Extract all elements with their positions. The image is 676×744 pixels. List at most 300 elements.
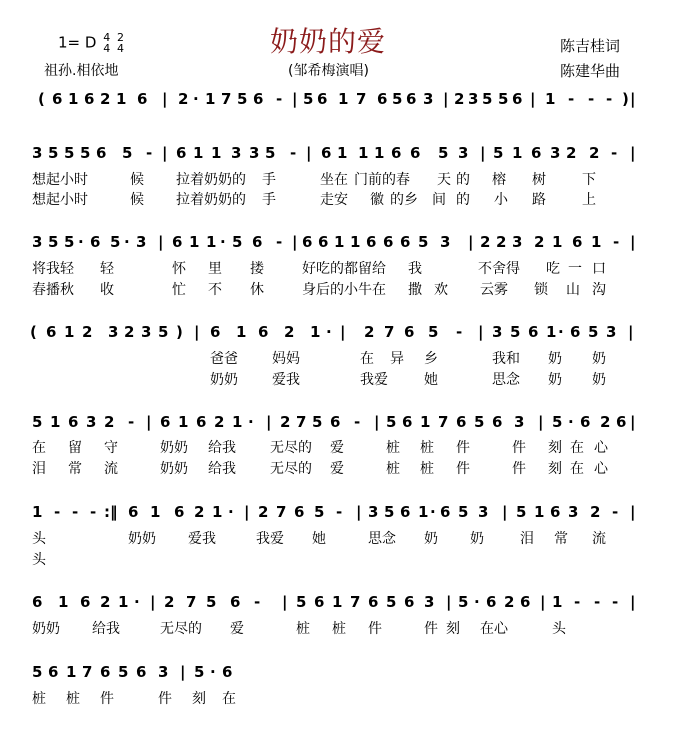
lyric-text: 无尽的 xyxy=(270,440,312,456)
note: 5 xyxy=(314,503,325,521)
lyric-text: 在 xyxy=(222,691,236,707)
note: · xyxy=(558,323,564,341)
subtitle: 祖孙.相依地 xyxy=(44,63,119,79)
lyric-text: 爸爸 xyxy=(210,351,238,367)
note: 6 xyxy=(258,323,269,341)
singer-credit: (邹希梅演唱) xyxy=(288,63,369,79)
lyric-text: 在 xyxy=(32,440,46,456)
note: 1 xyxy=(205,90,216,108)
note: 3 xyxy=(492,323,503,341)
note: 2 xyxy=(100,90,111,108)
time-a-bottom: 4 xyxy=(103,42,111,55)
note: 3 xyxy=(424,593,435,611)
note: 3 xyxy=(249,144,260,162)
lyric-text: 山 xyxy=(566,282,580,298)
lyric-text: 常 xyxy=(68,461,82,477)
lyric-text: 拉着奶奶的 xyxy=(176,192,246,208)
lyric-text: 候 xyxy=(130,192,144,208)
lyric-text: 休 xyxy=(250,282,264,298)
lyric-text: 榕 xyxy=(492,172,506,188)
lyric-text: 路 xyxy=(532,192,546,208)
note: 7 xyxy=(186,593,197,611)
note: 2 xyxy=(504,593,515,611)
note: 3 xyxy=(158,663,169,681)
lyric-text: 怀 xyxy=(172,261,186,277)
lyric-text: 奶 xyxy=(424,531,438,547)
note: 1 xyxy=(236,323,247,341)
lyric-text: 树 xyxy=(532,172,546,188)
note: 6 xyxy=(46,323,57,341)
note: 2 xyxy=(566,144,577,162)
note: 5 xyxy=(32,413,43,431)
lyric-text: 爱 xyxy=(330,440,344,456)
note: 6 xyxy=(100,663,111,681)
note: 5 xyxy=(458,503,469,521)
lyric-text: 妈妈 xyxy=(272,351,300,367)
lyric-text: 好吃的都留给 xyxy=(302,261,386,277)
note: 7 xyxy=(276,503,287,521)
note: 2 xyxy=(534,233,545,251)
note: 6 xyxy=(210,323,221,341)
barline: ‖ xyxy=(110,503,118,521)
note: 1 xyxy=(418,503,429,521)
note: 5 xyxy=(122,144,133,162)
note: 2 xyxy=(214,413,225,431)
note: 2 xyxy=(164,593,175,611)
note: 5 xyxy=(438,144,449,162)
note: 3 xyxy=(423,90,434,108)
lyric-text: 身后的小牛在 xyxy=(302,282,386,298)
note: 3 xyxy=(514,413,525,431)
lyric-text: 桩 xyxy=(332,621,346,637)
lyric-text: 在心 xyxy=(480,621,508,637)
note: 5 xyxy=(296,593,307,611)
note: 5 xyxy=(510,323,521,341)
note: 1 xyxy=(337,144,348,162)
lyric-text: 欢 xyxy=(434,282,448,298)
lyric-text: 刻 xyxy=(548,440,562,456)
barline: | xyxy=(292,233,298,251)
note: 7 xyxy=(82,663,93,681)
barline: | xyxy=(630,144,636,162)
note: 6 xyxy=(160,413,171,431)
note: 3 xyxy=(550,144,561,162)
note: 5 xyxy=(498,90,509,108)
note: 1 xyxy=(50,413,61,431)
note: 6 xyxy=(253,90,264,108)
note: 1 xyxy=(350,233,361,251)
lyric-text: 的乡 xyxy=(390,192,418,208)
note: 6 xyxy=(128,503,139,521)
note: 6 xyxy=(176,144,187,162)
note: 6 xyxy=(330,413,341,431)
note: 5 xyxy=(386,413,397,431)
note: 3 xyxy=(368,503,379,521)
note: - xyxy=(276,233,283,251)
lyric-text: 桩 xyxy=(420,461,434,477)
note: 3 xyxy=(478,503,489,521)
note: 5 xyxy=(118,663,129,681)
note: 6 xyxy=(402,413,413,431)
note: 1 xyxy=(374,144,385,162)
note: 1 xyxy=(66,663,77,681)
lyric-text: 不 xyxy=(208,282,222,298)
lyric-text: 无尽的 xyxy=(270,461,312,477)
note: 6 xyxy=(68,413,79,431)
note: 1 xyxy=(552,593,563,611)
note: 6 xyxy=(456,413,467,431)
note: 2 xyxy=(496,233,507,251)
lyric-text: 奶奶 xyxy=(210,372,238,388)
note: 6 xyxy=(572,233,583,251)
barline: | xyxy=(630,90,636,108)
note: 7 xyxy=(438,413,449,431)
lyric-text: 在 xyxy=(570,440,584,456)
note: 2 xyxy=(178,90,189,108)
note: 2 xyxy=(454,90,465,108)
note: 6 xyxy=(96,144,107,162)
note: 6 xyxy=(377,90,388,108)
note: 5 xyxy=(312,413,323,431)
lyric-text: 给我 xyxy=(208,440,236,456)
barline: | xyxy=(468,233,474,251)
lyric-text: 小 xyxy=(494,192,508,208)
note: - xyxy=(128,413,135,431)
lyric-text: 留 xyxy=(68,440,82,456)
lyric-text: 头 xyxy=(32,552,46,568)
note: 6 xyxy=(440,503,451,521)
note: 5 xyxy=(194,663,205,681)
note: - xyxy=(290,144,297,162)
barline: | xyxy=(374,413,380,431)
note: - xyxy=(146,144,153,162)
note: 2 xyxy=(82,323,93,341)
note: 3 xyxy=(568,503,579,521)
barline: | xyxy=(282,593,288,611)
note: 1 xyxy=(206,233,217,251)
lyric-text: 在 xyxy=(360,351,374,367)
note: · xyxy=(248,413,254,431)
note: 1 xyxy=(118,593,129,611)
note: · xyxy=(220,233,226,251)
note: 6 xyxy=(410,144,421,162)
lyric-text: 徽 xyxy=(370,192,384,208)
lyric-text: 泪 xyxy=(520,531,534,547)
note: 1 xyxy=(420,413,431,431)
note: 6 xyxy=(492,413,503,431)
note: 6 xyxy=(391,144,402,162)
note: · xyxy=(326,323,332,341)
lyric-text: 爱 xyxy=(330,461,344,477)
note: 5 xyxy=(588,323,599,341)
lyric-text: 爱 xyxy=(230,621,244,637)
note: 3 xyxy=(440,233,451,251)
note: 5 xyxy=(64,233,75,251)
note: 2 xyxy=(258,503,269,521)
note: - xyxy=(606,90,613,108)
note: 1 xyxy=(358,144,369,162)
barline: | xyxy=(630,593,636,611)
barline: | xyxy=(630,503,636,521)
note: 6 xyxy=(520,593,531,611)
note: · xyxy=(228,503,234,521)
lyric-text: 收 xyxy=(100,282,114,298)
barline: | xyxy=(630,233,636,251)
lyric-text: 她 xyxy=(312,531,326,547)
note: 1 xyxy=(552,233,563,251)
note: 1 xyxy=(189,233,200,251)
note: 5 xyxy=(237,90,248,108)
note: 1 xyxy=(150,503,161,521)
note: 1 xyxy=(232,413,243,431)
note: 5 xyxy=(552,413,563,431)
lyric-text: 心 xyxy=(594,440,608,456)
note: 6 xyxy=(400,503,411,521)
note: 6 xyxy=(314,593,325,611)
lyric-text: 手 xyxy=(262,172,276,188)
note: - xyxy=(354,413,361,431)
note: 5 xyxy=(392,90,403,108)
note: 6 xyxy=(32,593,43,611)
note: 2 xyxy=(280,413,291,431)
note: 2 xyxy=(600,413,611,431)
note: 6 xyxy=(368,593,379,611)
note: 5 xyxy=(48,144,59,162)
lyric-text: 的 xyxy=(456,192,470,208)
note: - xyxy=(612,593,619,611)
note: 6 xyxy=(48,663,59,681)
barline: | xyxy=(162,90,168,108)
lyric-text: 想起小时 xyxy=(32,192,88,208)
lyric-text: 口 xyxy=(592,261,606,277)
note: 5 xyxy=(384,503,395,521)
note: 5 xyxy=(482,90,493,108)
lyric-text: 我爱 xyxy=(360,372,388,388)
barline: | xyxy=(443,90,449,108)
score-row xyxy=(30,593,635,637)
score-row xyxy=(30,663,630,707)
barline: | xyxy=(356,503,362,521)
note: - xyxy=(72,503,79,521)
lyric-text: 刻 xyxy=(192,691,206,707)
lyric-text: 奶 xyxy=(548,351,562,367)
score-row xyxy=(30,90,635,110)
lyric-text: 云雾 xyxy=(480,282,508,298)
note: 6 xyxy=(174,503,185,521)
note: 1 xyxy=(310,323,321,341)
note: - xyxy=(276,90,283,108)
note: 7 xyxy=(221,90,232,108)
note: 1 xyxy=(545,90,556,108)
lyric-text: 件 xyxy=(368,621,382,637)
note: 3 xyxy=(108,323,119,341)
note: 1 xyxy=(338,90,349,108)
note: 5 xyxy=(386,593,397,611)
note: - xyxy=(456,323,463,341)
note: 6 xyxy=(406,90,417,108)
time-b-bottom: 4 xyxy=(117,42,124,55)
lyric-text: 奶 xyxy=(548,372,562,388)
note: 3 xyxy=(512,233,523,251)
note: 3 xyxy=(606,323,617,341)
lyric-text: 桩 xyxy=(296,621,310,637)
lyric-text: 将我轻 xyxy=(32,261,74,277)
lyric-text: 件 xyxy=(158,691,172,707)
lyric-text: 门前的春 xyxy=(354,172,410,188)
note: 2 xyxy=(364,323,375,341)
lyric-text: 桩 xyxy=(32,691,46,707)
lyric-text: 流 xyxy=(592,531,606,547)
barline: | xyxy=(194,323,200,341)
note: 6 xyxy=(317,90,328,108)
note: 6 xyxy=(252,233,263,251)
note: · xyxy=(210,663,216,681)
note: 1 xyxy=(116,90,127,108)
barline: | xyxy=(158,233,164,251)
lyric-text: 候 xyxy=(130,172,144,188)
lyric-text: 件 xyxy=(424,621,438,637)
note: - xyxy=(574,593,581,611)
lyric-text: 她 xyxy=(424,372,438,388)
lyric-text: 奶 xyxy=(470,531,484,547)
note: 5 xyxy=(48,233,59,251)
lyric-text: 奶奶 xyxy=(32,621,60,637)
note: 1 xyxy=(512,144,523,162)
note: 5 xyxy=(265,144,276,162)
barline: | xyxy=(292,90,298,108)
note: 7 xyxy=(356,90,367,108)
barline: | xyxy=(630,413,636,431)
lyric-text: 的 xyxy=(456,172,470,188)
note: 2 xyxy=(589,144,600,162)
note: 5 xyxy=(418,233,429,251)
note: 5 xyxy=(64,144,75,162)
note: 7 xyxy=(350,593,361,611)
note: 1 xyxy=(193,144,204,162)
note: 6 xyxy=(580,413,591,431)
note: 1 xyxy=(68,90,79,108)
note: 3 xyxy=(136,233,147,251)
note: 1 xyxy=(534,503,545,521)
lyric-text: 奶奶 xyxy=(128,531,156,547)
lyric-text: 不舍得 xyxy=(478,261,520,277)
note: 6 xyxy=(550,503,561,521)
note: 1 xyxy=(211,144,222,162)
lyric-text: 在 xyxy=(570,461,584,477)
lyric-text: 头 xyxy=(32,531,46,547)
lyric-text: 给我 xyxy=(208,461,236,477)
note: · xyxy=(193,90,199,108)
lyric-text: 奶 xyxy=(592,351,606,367)
lyric-text: 爱我 xyxy=(188,531,216,547)
note: - xyxy=(254,593,261,611)
note: - xyxy=(594,593,601,611)
lyric-text: 走安 xyxy=(320,192,348,208)
lyric-text: 间 xyxy=(432,192,446,208)
barline: | xyxy=(146,413,152,431)
note: 5 xyxy=(493,144,504,162)
note: 3 xyxy=(141,323,152,341)
note: - xyxy=(336,503,343,521)
note: 5 xyxy=(32,663,43,681)
barline: | xyxy=(180,663,186,681)
note: 6 xyxy=(383,233,394,251)
lyric-text: 守 xyxy=(104,440,118,456)
note: 6 xyxy=(302,233,313,251)
lyric-text: 流 xyxy=(104,461,118,477)
lyric-text: 件 xyxy=(512,461,526,477)
lyric-text: 撒 xyxy=(408,282,422,298)
composer-credit: 陈建华曲 xyxy=(560,62,621,80)
lyric-text: 锁 xyxy=(534,282,548,298)
note: - xyxy=(612,503,619,521)
score-row xyxy=(30,413,635,477)
barline: | xyxy=(150,593,156,611)
time-a-top: 4 xyxy=(103,31,111,44)
lyric-text: 桩 xyxy=(420,440,434,456)
note: · xyxy=(430,503,436,521)
note: 6 xyxy=(318,233,329,251)
lyric-text: 刻 xyxy=(446,621,460,637)
barline: | xyxy=(480,144,486,162)
barline: | xyxy=(446,593,452,611)
note: · xyxy=(78,233,84,251)
note: 6 xyxy=(294,503,305,521)
lyric-text: 头 xyxy=(552,621,566,637)
note: 5 xyxy=(516,503,527,521)
note: ( xyxy=(38,90,45,108)
note: 2 xyxy=(590,503,601,521)
note: 5 xyxy=(458,593,469,611)
note: · xyxy=(568,413,574,431)
lyric-text: 桩 xyxy=(386,440,400,456)
note: 6 xyxy=(321,144,332,162)
note: 3 xyxy=(86,413,97,431)
note: 5 xyxy=(110,233,121,251)
note: 2 xyxy=(284,323,295,341)
note: 6 xyxy=(486,593,497,611)
lyric-text: 我和 xyxy=(492,351,520,367)
note: · xyxy=(124,233,130,251)
lyric-text: 奶奶 xyxy=(160,440,188,456)
lyric-text: 异 xyxy=(390,351,404,367)
note: · xyxy=(474,593,480,611)
note: · xyxy=(134,593,140,611)
lyric-text: 乡 xyxy=(424,351,438,367)
note: - xyxy=(611,144,618,162)
time-b-top: 2 xyxy=(117,31,124,44)
lyric-text: 奶奶 xyxy=(160,461,188,477)
lyric-text: 忙 xyxy=(172,282,186,298)
lyric-text: 一 xyxy=(568,261,582,277)
note: 6 xyxy=(528,323,539,341)
lyric-text: 上 xyxy=(582,192,596,208)
score-row xyxy=(30,503,635,568)
note: 5 xyxy=(232,233,243,251)
barline: | xyxy=(244,503,250,521)
note: 1 xyxy=(212,503,223,521)
note: 1 xyxy=(591,233,602,251)
note: 1 xyxy=(64,323,75,341)
score-row xyxy=(30,144,635,208)
note: 7 xyxy=(296,413,307,431)
note: 6 xyxy=(222,663,233,681)
lyric-text: 我 xyxy=(408,261,422,277)
lyric-text: 爱我 xyxy=(272,372,300,388)
note: 6 xyxy=(137,90,148,108)
note: 6 xyxy=(80,593,91,611)
note: 5 xyxy=(474,413,485,431)
